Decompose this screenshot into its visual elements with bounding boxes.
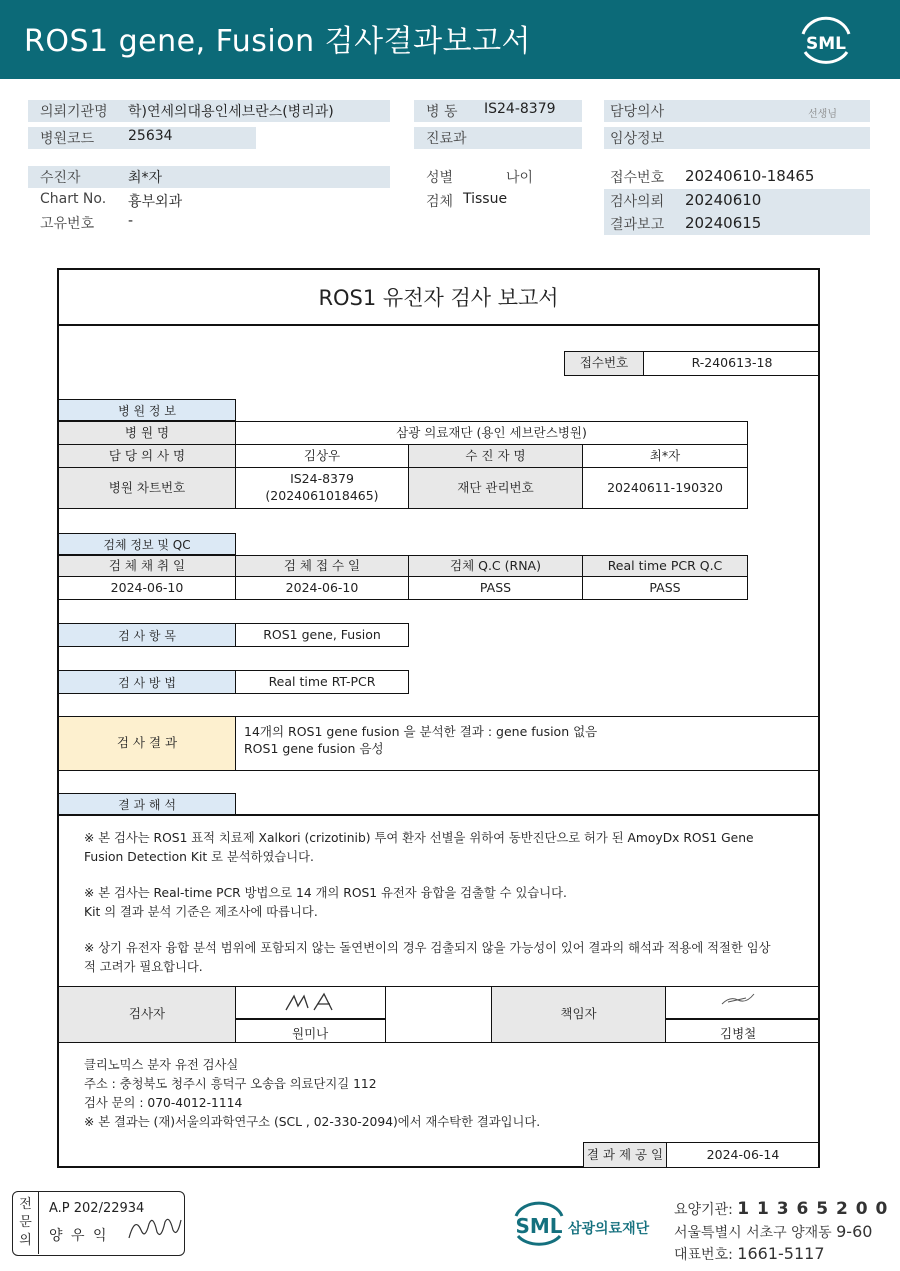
- doctor-suffix: 선생님: [808, 109, 837, 120]
- receipt-value: 20240610-18465: [685, 167, 815, 185]
- bottom-logo: [512, 1198, 662, 1258]
- method-value: Real time RT-PCR: [235, 670, 409, 694]
- col-rna-qc: 검체 Q.C (RNA): [408, 555, 583, 577]
- stamp-signature-icon: [125, 1210, 183, 1246]
- result-value: 14개의 ROS1 gene fusion 을 분석한 결과 : gene fusion 없음 ROS1 gene fusion 음성: [235, 716, 820, 771]
- provided-date-label: 결 과 제 공 일: [583, 1142, 667, 1168]
- manager-signature-icon: [720, 992, 756, 1008]
- method-label: 검 사 방 법: [59, 670, 236, 694]
- page-title: ROS1 gene, Fusion 검사결과보고서: [24, 24, 532, 59]
- chart-number-value: IS24-8379 (2024061018465): [235, 467, 409, 509]
- patient-label: 수진자: [40, 170, 81, 186]
- specimen-label: 검체: [426, 194, 454, 210]
- mgmt-number-value: 20240611-190320: [582, 467, 748, 509]
- interp-para-3: ※ 상기 유전자 융합 분석 범위에 포함되지 않는 돌연변이의 경우 검출되지 않을 가능성이 있어 결과의 해석과 적용에 적절한 임상 적 고려가 필요합니다.: [84, 941, 771, 974]
- header-bar: [0, 0, 900, 79]
- hospital-name-value: 삼광 의료재단 (용인 세브란스병원): [235, 421, 748, 445]
- receipt-label: 접수번호: [610, 170, 665, 186]
- age-label: 나이: [506, 170, 534, 186]
- report-receipt-label: 접수번호: [564, 351, 644, 376]
- patient-value: 최*자: [128, 170, 163, 186]
- val-receive-date: 2024-06-10: [235, 576, 409, 600]
- result-value: 20240615: [685, 214, 762, 232]
- report-receipt-value: R-240613-18: [643, 351, 820, 376]
- interp-para-2: ※ 본 검사는 Real-time PCR 방법으로 14 개의 ROS1 유전자 융합을 검출할 수 있습니다. Kit 의 결과 분석 기준은 제조사에 따릅니다.: [84, 886, 567, 919]
- dept-label: 진료과: [426, 131, 467, 147]
- doctor-name-label: 담 당 의 사 명: [59, 444, 236, 468]
- provided-date-value: 2024-06-14: [666, 1142, 820, 1168]
- result-label: 결과보고: [610, 217, 665, 233]
- svg-text:삼광의료재단: 삼광의료재단: [568, 1221, 650, 1237]
- val-collect-date: 2024-06-10: [59, 576, 236, 600]
- bottom-phone: 대표번호: 1661-5117: [674, 1244, 825, 1263]
- sex-label: 성별: [426, 170, 454, 186]
- ward-label: 병 동: [426, 104, 458, 120]
- chart-number-label: 병원 차트번호: [59, 467, 236, 509]
- institution-value: 학)연세의대용인세브란스(병리과): [128, 104, 334, 120]
- hospital-name-label: 병 원 명: [59, 421, 236, 445]
- svg-text:SML: SML: [515, 1214, 563, 1238]
- chart-label: Chart No.: [40, 191, 107, 207]
- request-label: 검사의뢰: [610, 194, 665, 210]
- doctor-name-value: 김상우: [235, 444, 409, 468]
- institution-label: 의뢰기관명: [40, 104, 108, 120]
- patient-name-value: 최*자: [582, 444, 748, 468]
- col-collect-date: 검 체 채 취 일: [59, 555, 236, 577]
- chart-value: 흉부외과: [128, 194, 183, 210]
- specimen-value: Tissue: [463, 191, 508, 207]
- clinical-label: 임상정보: [610, 131, 665, 147]
- val-rna-qc: PASS: [408, 576, 583, 600]
- unique-value: -: [128, 213, 134, 229]
- section-specimen-qc: 검체 정보 및 QC: [59, 533, 236, 555]
- interp-para-1: ※ 본 검사는 ROS1 표적 치료제 Xalkori (crizotinib) 투여 환자 선별을 위하여 동반진단으로 허가 된 AmoyDx ROS1 Gene Fusion Detection Kit 로 분석하였습니다.: [84, 831, 754, 864]
- sml-logo-icon: [795, 12, 857, 68]
- report-title: ROS1 유전자 검사 보고서: [59, 270, 818, 326]
- manager-label: 책임자: [491, 986, 666, 1043]
- val-pcr-qc: PASS: [582, 576, 748, 600]
- stamp-name: 양 우 익: [49, 1228, 109, 1244]
- test-item-value: ROS1 gene, Fusion: [235, 623, 409, 647]
- lab-info: 클리노믹스 분자 유전 검사실 주소 : 충청북도 청주시 흥덕구 오송읍 의료단지길 112 검사 문의 : 070-4012-1114 ※ 본 결과는 (재)서울의과학연구소 (SCL , 02-330-2094)에서 재수탁한 결과입니다.: [84, 1058, 541, 1129]
- interp-label: 결 과 해 석: [59, 793, 236, 815]
- sml-bottom-logo-icon: [512, 1198, 662, 1254]
- tester-signature-icon: [282, 992, 342, 1014]
- facility-code: 요양기관: 1 1 3 6 5 2 0 0: [674, 1199, 889, 1219]
- col-receive-date: 검 체 접 수 일: [235, 555, 409, 577]
- ward-value: IS24-8379: [484, 101, 556, 117]
- stamp-ap-number: A.P 202/22934: [49, 1201, 145, 1216]
- unique-label: 고유번호: [40, 216, 95, 232]
- tester-name: 원미나: [292, 1026, 329, 1041]
- section-hospital-info: 병 원 정 보: [59, 399, 236, 421]
- patient-name-label: 수 진 자 명: [408, 444, 583, 468]
- doctor-label: 담당의사: [610, 104, 665, 120]
- test-item-label: 검 사 항 목: [59, 623, 236, 647]
- bottom-address: 서울특별시 서초구 양재동 9-60: [674, 1222, 873, 1241]
- request-value: 20240610: [685, 191, 762, 209]
- hospcode-value: 25634: [128, 128, 173, 144]
- tester-label: 검사자: [59, 986, 236, 1043]
- mgmt-number-label: 재단 관리번호: [408, 467, 583, 509]
- result-label: 검 사 결 과: [59, 716, 236, 771]
- pathologist-stamp: 전 문 의 A.P 202/22934 양 우 익: [12, 1191, 185, 1256]
- col-pcr-qc: Real time PCR Q.C: [582, 555, 748, 577]
- svg-text:SML: SML: [806, 34, 846, 54]
- manager-name: 김병철: [720, 1026, 757, 1041]
- hospcode-label: 병원코드: [40, 131, 95, 147]
